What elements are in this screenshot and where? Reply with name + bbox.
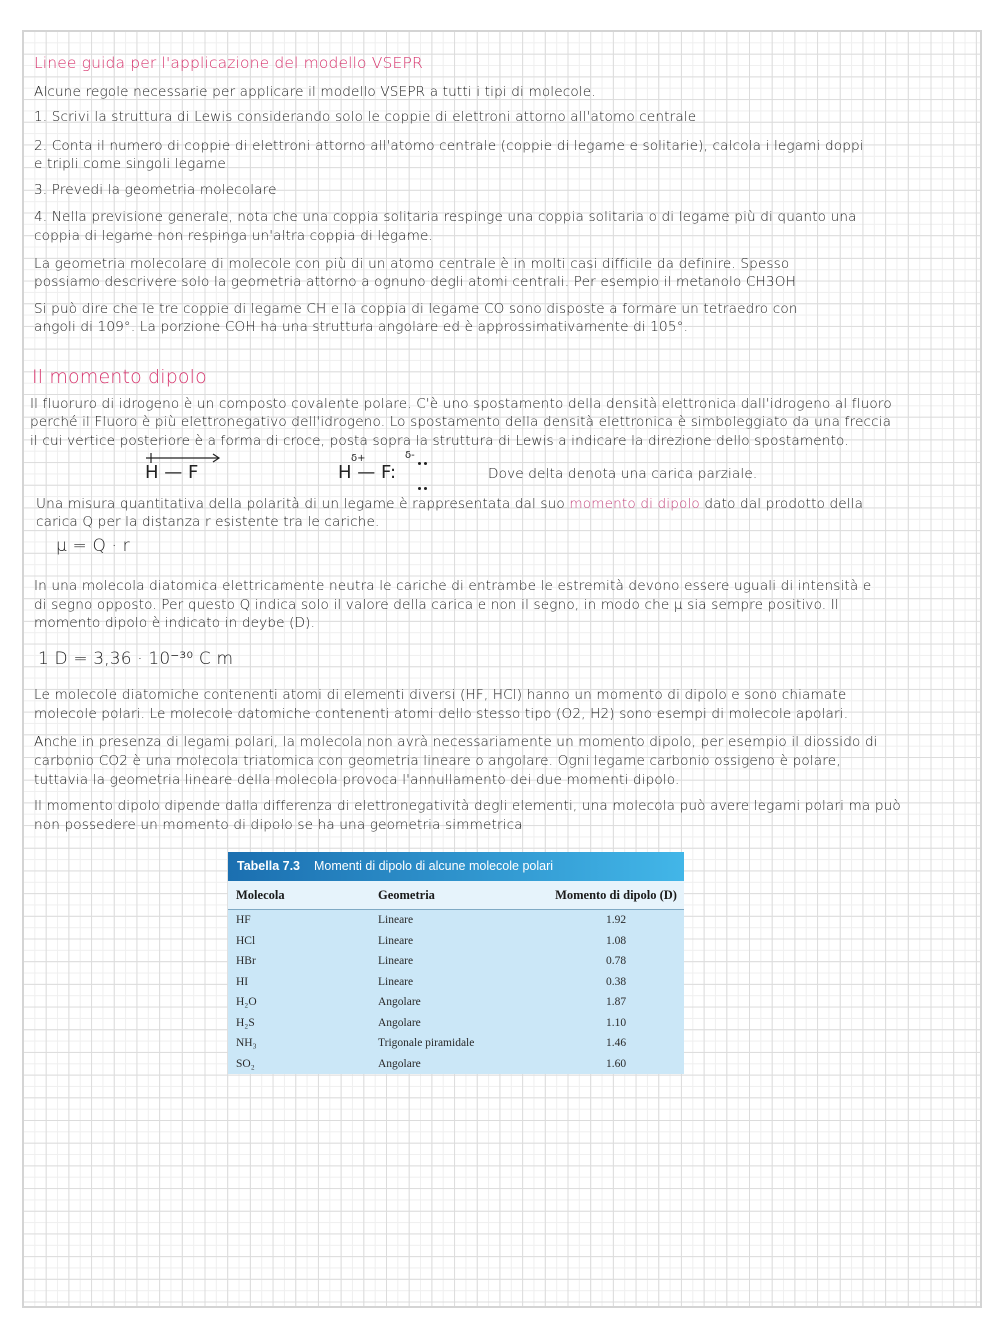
delta-note: Dove delta denota una carica parziale. bbox=[488, 466, 758, 482]
cell-geometria: Trigonale piramidale bbox=[378, 1037, 475, 1049]
dipolo-paragraph-1-line-2: perché il Fluoro è più elettronegativo dell'idrogeno. Lo spostamento della densità elettronica è simboleggiato da una freccia bbox=[30, 414, 892, 430]
lone-pair-dot bbox=[424, 462, 427, 465]
vsepr-paragraph-2-line-1: Si può dire che le tre coppie di legame CH e la coppia di legame CO sono disposte a formare un tetraedro con bbox=[34, 301, 798, 317]
dipole-moments-table bbox=[228, 852, 684, 1074]
table-row bbox=[228, 992, 684, 1013]
vsepr-rule-1: 1. Scrivi la struttura di Lewis considerando solo le coppie di elettroni attorno all'atomo centrale bbox=[34, 109, 697, 125]
hf-h-atom: H bbox=[145, 462, 159, 483]
hf-colon: : bbox=[389, 462, 397, 483]
cell-momento: 1.10 bbox=[605, 1016, 627, 1029]
dipolo-paragraph-4-line-2: molecole polari. Le molecole datomiche contenenti atomi dello stesso tipo (O2, H2) sono esempi di molecole apolari. bbox=[34, 706, 849, 722]
dipolo-paragraph-2-line-1 bbox=[36, 495, 863, 514]
table-row bbox=[228, 1033, 684, 1054]
cell-momento: 1.92 bbox=[605, 914, 627, 926]
hf-molecule-partial-charges bbox=[338, 462, 396, 483]
hf-f-atom: F bbox=[188, 462, 199, 483]
table-header-row bbox=[228, 881, 684, 910]
vsepr-rule-2-line-2: e tripli come singoli legame bbox=[34, 156, 226, 172]
header-geometria: Geometria bbox=[378, 888, 435, 902]
dipolo-paragraph-5-line-1: Anche in presenza di legami polari, la molecola non avrà necessariamente un momento dipolo, per esempio il diossido di bbox=[34, 734, 878, 750]
cell-geometria: Lineare bbox=[378, 955, 414, 967]
table-caption-text: Momenti di dipolo di alcune molecole polari bbox=[314, 859, 554, 873]
table-caption bbox=[228, 852, 684, 881]
cell-molecola: H₂S bbox=[236, 1016, 255, 1029]
delta-plus-label: δ+ bbox=[351, 453, 366, 464]
cell-geometria: Lineare bbox=[378, 914, 414, 926]
hf-bond: — bbox=[164, 462, 183, 483]
lone-pair-dot bbox=[418, 487, 421, 490]
cell-momento: 0.78 bbox=[605, 955, 627, 967]
dipolo-paragraph-3-line-2: di segno opposto. Per questo Q indica solo il valore della carica e non il segno, in modo che μ sia sempre positivo. Il bbox=[34, 597, 839, 613]
lone-pair-dot bbox=[424, 487, 427, 490]
vsepr-rule-4-line-2: coppia di legame non respinga un'altra coppia di legame. bbox=[34, 228, 433, 244]
hf-f-atom-2: F bbox=[381, 462, 390, 483]
cell-molecola: NH₃ bbox=[236, 1037, 257, 1049]
momento-di-dipolo-highlight: momento di dipolo bbox=[569, 496, 700, 512]
vsepr-rule-2-line-1: 2. Conta il numero di coppie di elettroni attorno all'atomo centrale (coppie di legame e solitarie), calcola i legami doppi bbox=[34, 138, 864, 154]
vsepr-paragraph-2-line-2: angoli di 109°. La porzione COH ha una struttura angolare ed è approssimativamente di 105°. bbox=[34, 319, 689, 335]
vsepr-intro: Alcune regole necessarie per applicare il modello VSEPR a tutti i tipi di molecole. bbox=[34, 84, 596, 100]
table-row bbox=[228, 972, 684, 993]
cell-momento: 1.87 bbox=[605, 996, 627, 1008]
hf-h-atom-2: H bbox=[338, 462, 352, 483]
cell-momento: 1.46 bbox=[605, 1037, 627, 1049]
cell-molecola: HBr bbox=[236, 955, 256, 967]
lone-pair-dot bbox=[418, 462, 421, 465]
dipole-formula: μ = Q · r bbox=[56, 536, 130, 556]
cell-molecola: H₂O bbox=[236, 996, 257, 1008]
cell-molecola: HCl bbox=[236, 934, 256, 947]
dipolo-paragraph-2-line-2: carica Q per la distanza r esistente tra le cariche. bbox=[36, 514, 380, 530]
p2-text-a: Una misura quantitativa della polarità di un legame è rappresentata dal suo bbox=[36, 496, 565, 512]
cell-geometria: Angolare bbox=[378, 1016, 421, 1029]
cell-momento: 1.60 bbox=[605, 1057, 627, 1070]
dipolo-paragraph-5-line-2: carbonio CO2 è una molecola triatomica con geometria lineare o angolare. Ogni legame carbonio ossigeno è polare, bbox=[34, 753, 841, 769]
debye-definition: 1 D = 3,36 · 10⁻³⁰ C m bbox=[38, 649, 234, 669]
table-row bbox=[228, 951, 684, 972]
vsepr-paragraph-1-line-2: possiamo descrivere solo la geometria attorno a ognuno degli atomi centrali. Per esempio il metanolo CH3OH bbox=[34, 274, 796, 290]
dipolo-paragraph-6-line-1: Il momento dipolo dipende dalla differenza di elettronegatività degli elementi, una molecola può avere legami polari ma può bbox=[34, 798, 901, 814]
dipolo-paragraph-3-line-3: momento dipolo è indicato in deybe (D). bbox=[34, 615, 316, 631]
cell-molecola: HI bbox=[236, 975, 249, 988]
cell-geometria: Lineare bbox=[378, 934, 414, 947]
cell-momento: 0.38 bbox=[605, 975, 627, 988]
cell-molecola: HF bbox=[236, 914, 251, 926]
table-row bbox=[228, 1013, 684, 1034]
cell-geometria: Lineare bbox=[378, 975, 414, 988]
hf-bond-2: — bbox=[357, 462, 376, 483]
vsepr-rule-4-line-1: 4. Nella previsione generale, nota che una coppia solitaria respinge una coppia solitaria o di legame più di quanto una bbox=[34, 209, 857, 225]
cell-geometria: Angolare bbox=[378, 1057, 421, 1070]
vsepr-heading: Linee guida per l'applicazione del modello VSEPR bbox=[34, 54, 423, 72]
dipolo-paragraph-5-line-3: tuttavia la geometria lineare della molecola provoca l'annullamento dei due momenti dipolo. bbox=[34, 772, 680, 788]
dipolo-paragraph-1-line-3: il cui vertice posteriore è a forma di croce, posta sopra la struttura di Lewis a indicare la direzione dello spostamento. bbox=[30, 433, 849, 449]
dipolo-paragraph-6-line-2: non possedere un momento di dipolo se ha una geometria simmetrica bbox=[34, 817, 523, 833]
table-row bbox=[228, 931, 684, 952]
dipolo-paragraph-4-line-1: Le molecole diatomiche contenenti atomi di elementi diversi (HF, HCl) hanno un momento di dipolo e sono chiamate bbox=[34, 687, 847, 703]
table-row bbox=[228, 1054, 684, 1075]
header-molecola: Molecola bbox=[236, 888, 285, 902]
dipolo-heading: Il momento dipolo bbox=[32, 366, 207, 388]
hf-molecule-arrow bbox=[145, 462, 198, 483]
table-caption-number: Tabella 7.3 bbox=[237, 859, 300, 873]
vsepr-rule-3: 3. Prevedi la geometria molecolare bbox=[34, 182, 277, 198]
cell-momento: 1.08 bbox=[605, 934, 627, 947]
dipolo-paragraph-3-line-1: In una molecola diatomica elettricamente neutra le cariche di entrambe le estremità devono essere uguali di intensità e bbox=[34, 578, 872, 594]
cell-geometria: Angolare bbox=[378, 996, 421, 1008]
dipolo-paragraph-1-line-1: Il fluoruro di idrogeno è un composto covalente polare. C'è uno spostamento della densità elettronica dall'idrogeno al fluoro bbox=[30, 396, 892, 412]
cell-molecola: SO₂ bbox=[236, 1057, 255, 1070]
table-row bbox=[228, 910, 684, 931]
delta-minus-label: δ- bbox=[405, 450, 415, 461]
header-momento: Momento di dipolo (D) bbox=[555, 888, 677, 902]
p2-text-b: dato dal prodotto della bbox=[704, 496, 864, 512]
vsepr-paragraph-1-line-1: La geometria molecolare di molecole con più di un atomo centrale è in molti casi difficile da definire. Spesso bbox=[34, 256, 790, 272]
